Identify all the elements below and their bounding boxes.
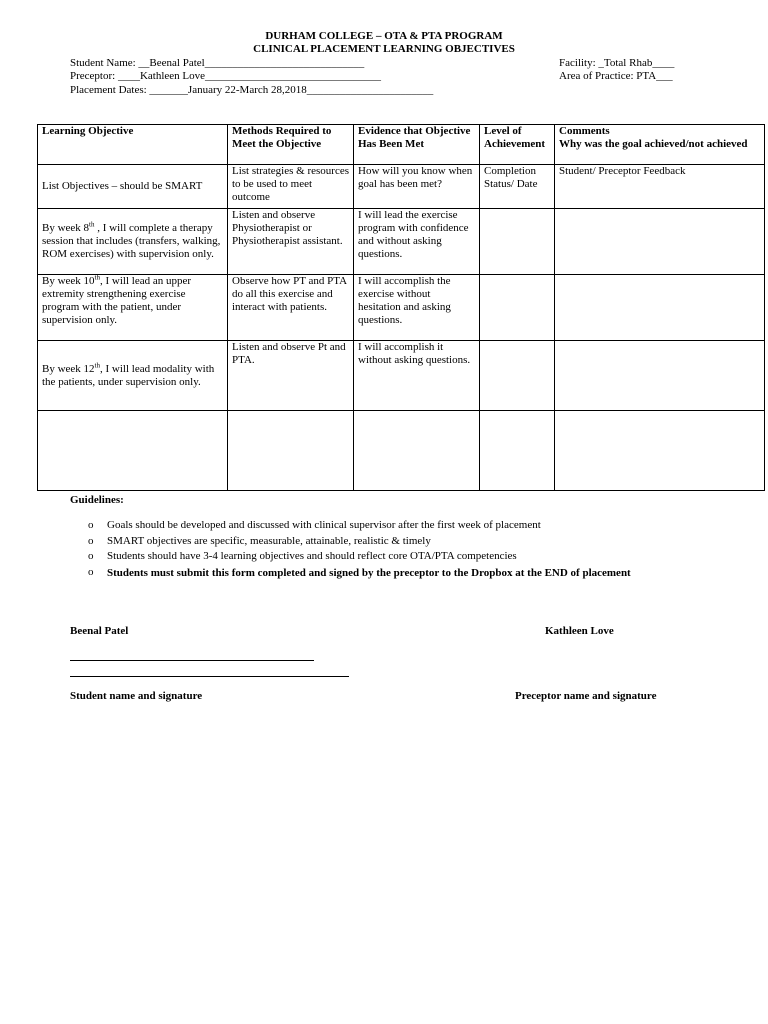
signature-line: [70, 676, 349, 677]
placement-dates-line: Placement Dates: _______January 22-March 28,2018_______________________: [70, 84, 434, 96]
student-name-line: Student Name: __Beenal Patel_____________________________: [70, 57, 365, 69]
bullet-icon: o: [88, 565, 94, 578]
methods-cell: Observe how PT and PTA do all this exercise and interact with patients.: [228, 275, 354, 341]
signature-line: [70, 660, 314, 661]
preceptor-signature-label: Preceptor name and signature: [515, 690, 657, 702]
instruction-comments-cell: Student/ Preceptor Feedback: [555, 165, 765, 209]
evidence-cell: I will accomplish it without asking questions.: [354, 341, 480, 411]
objective-text-pre: By week 8: [42, 222, 90, 234]
facility-line: Facility: _Total Rhab____: [559, 57, 675, 69]
level-cell: [480, 341, 555, 411]
bullet-icon: o: [88, 519, 94, 531]
area-of-practice-line: Area of Practice: PTA___: [559, 70, 673, 82]
header-methods: Methods Required to Meet the Objective: [228, 125, 354, 165]
guidelines-list: [88, 518, 631, 581]
objective-cell: [38, 341, 228, 411]
methods-cell: [228, 411, 354, 491]
objective-text-sup: th: [94, 273, 100, 282]
document-title: DURHAM COLLEGE – OTA & PTA PROGRAM: [265, 30, 503, 42]
evidence-cell: I will lead the exercise program with confidence and without asking questions.: [354, 209, 480, 275]
header-comments: [555, 125, 765, 165]
objective-text-pre: By week 12: [42, 362, 95, 375]
header-comments-title: Comments: [559, 125, 610, 137]
instruction-methods-cell: List strategies & resources to be used to meet outcome: [228, 165, 354, 209]
table-row: [38, 411, 765, 491]
student-name: Beenal Patel: [70, 625, 129, 637]
list-item: [88, 518, 631, 534]
objective-text-post: , I will lead modality with the patients, under supervision only.: [42, 362, 215, 388]
header-level-of-achievement: Level of Achievement: [480, 125, 555, 165]
table-row: [38, 209, 765, 275]
document-subtitle: CLINICAL PLACEMENT LEARNING OBJECTIVES: [253, 43, 515, 55]
table-header-row: [38, 125, 765, 165]
objective-text-sup: th: [89, 220, 95, 229]
methods-cell: Listen and observe Pt and PTA.: [228, 341, 354, 411]
level-cell: [480, 209, 555, 275]
objective-text-sup: th: [94, 360, 100, 369]
objective-cell: [38, 275, 228, 341]
guideline-text: Students should have 3-4 learning objectives and should reflect core OTA/PTA competencies: [107, 550, 517, 562]
instruction-evidence-cell: How will you know when goal has been met?: [354, 165, 480, 209]
student-signature-label: Student name and signature: [70, 690, 203, 702]
instruction-objective-text: List Objectives – should be SMART: [42, 180, 203, 192]
comments-cell: [555, 341, 765, 411]
comments-cell: [555, 209, 765, 275]
comments-cell: [555, 275, 765, 341]
list-item: [88, 534, 631, 550]
header-evidence: Evidence that Objective Has Been Met: [354, 125, 480, 165]
list-item: [88, 565, 631, 582]
level-cell: [480, 411, 555, 491]
methods-cell: Listen and observe Physiotherapist or Physiotherapist assistant.: [228, 209, 354, 275]
guideline-text: SMART objectives are specific, measurable, attainable, realistic & timely: [107, 534, 431, 547]
bullet-icon: o: [88, 534, 94, 547]
instruction-objective-cell: [38, 165, 228, 209]
table-row: [38, 165, 765, 209]
objective-text-post: , I will complete a therapy session that includes (transfers, walking, ROM exercises) with supervision only.: [42, 222, 221, 260]
list-item: [88, 549, 631, 565]
objective-cell: [38, 411, 228, 491]
objective-text-pre: By week 10: [42, 275, 95, 287]
preceptor-line: Preceptor: ____Kathleen Love________________________________: [70, 70, 382, 82]
learning-objectives-table: [37, 124, 765, 491]
preceptor-name: Kathleen Love: [545, 625, 614, 637]
header-learning-objective: Learning Objective: [38, 125, 228, 165]
table-row: [38, 341, 765, 411]
table-row: [38, 275, 765, 341]
objective-text-post: , I will lead an upper extremity strengthening exercise program with the patient, under supervision only.: [42, 275, 192, 326]
objective-cell: [38, 209, 228, 275]
header-comments-subtitle: Why was the goal achieved/not achieved: [559, 138, 748, 150]
bullet-icon: o: [88, 550, 94, 562]
guidelines-title: Guidelines:: [70, 494, 124, 506]
guideline-text: Goals should be developed and discussed with clinical supervisor after the first week of placement: [107, 519, 541, 531]
level-cell: [480, 275, 555, 341]
comments-cell: [555, 411, 765, 491]
evidence-cell: I will accomplish the exercise without hesitation and asking questions.: [354, 275, 480, 341]
instruction-level-cell: Completion Status/ Date: [480, 165, 555, 209]
guideline-text: Students must submit this form completed and signed by the preceptor to the Dropbox at the END of placement: [107, 566, 631, 579]
evidence-cell: [354, 411, 480, 491]
